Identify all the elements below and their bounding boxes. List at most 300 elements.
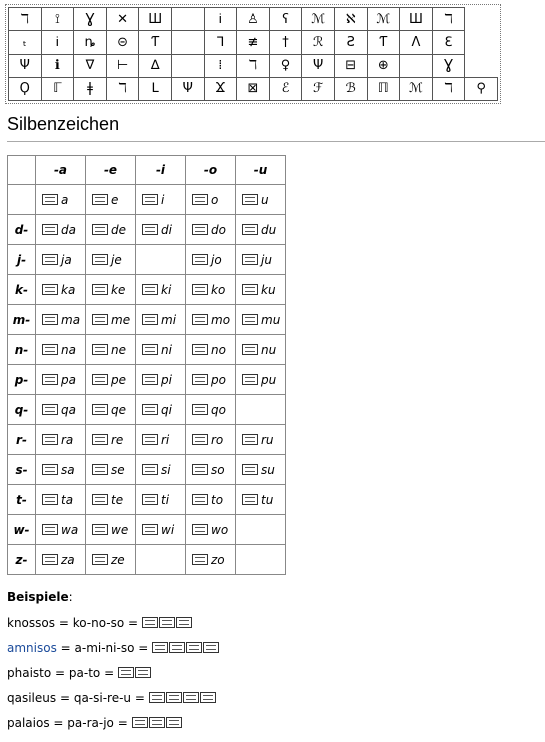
syllable-cell: [236, 275, 286, 305]
linear-b-glyph-cell: Ƭ: [367, 31, 400, 54]
syllable-label: ku: [261, 282, 276, 297]
syllable-cell: [86, 545, 136, 575]
syllable-label: jo: [211, 252, 222, 267]
linear-b-glyph-cell: ⊠: [237, 77, 270, 100]
missing-glyph-icon: [192, 524, 208, 535]
syllable-cell: [236, 365, 286, 395]
missing-glyph-icon: [42, 494, 58, 505]
syllable-cell: [36, 545, 86, 575]
linear-b-glyph-cell: [171, 54, 204, 77]
syllable-label: ra: [61, 432, 74, 447]
example-word: knossos: [7, 616, 55, 630]
missing-glyph-icon: [242, 194, 258, 205]
syllable-label: wa: [61, 522, 79, 537]
row-header: j-: [8, 245, 36, 275]
syllable-label: di: [161, 222, 172, 237]
syllable-cell: [236, 185, 286, 215]
linear-b-glyph-cell: ♙: [237, 8, 270, 31]
syllable-label: ni: [161, 342, 172, 357]
missing-glyph-icon: [159, 617, 175, 628]
linear-b-glyph-cell: ⚲: [465, 77, 498, 100]
linear-b-glyph-cell: ℹ: [41, 54, 74, 77]
missing-glyph-icon: [142, 194, 158, 205]
syllable-label: mu: [261, 312, 281, 327]
linear-b-glyph-cell: †: [269, 31, 302, 54]
syllable-cell: [86, 185, 136, 215]
syllable-cell: [186, 245, 236, 275]
syllable-label: o: [211, 192, 219, 207]
syllable-label: je: [111, 252, 122, 267]
examples-heading-line: [7, 590, 73, 604]
examples-heading: Beispiele: [7, 590, 69, 604]
linear-b-glyph-cell: ⁞: [204, 54, 237, 77]
missing-glyph-icon: [92, 344, 108, 355]
syllable-cell: [186, 365, 236, 395]
syllable-cell: [86, 455, 136, 485]
missing-glyph-icon: [242, 374, 258, 385]
example-line: qasileus = qa-si-re-u =: [7, 691, 217, 705]
syllable-cell: [86, 485, 136, 515]
syllable-cell: [236, 245, 286, 275]
linear-b-glyph-cell: Ꭵ: [204, 8, 237, 31]
syllable-cell: [136, 245, 186, 275]
missing-glyph-icon: [142, 224, 158, 235]
syllable-cell: [186, 215, 236, 245]
syllable-cell: [136, 455, 186, 485]
example-line: knossos = ko-no-so =: [7, 616, 193, 630]
example-word: phaisto: [7, 666, 52, 680]
syllable-label: ro: [211, 432, 224, 447]
syllable-cell: [186, 335, 236, 365]
missing-glyph-icon: [92, 284, 108, 295]
column-header: -o: [186, 156, 236, 185]
syllable-cell: [36, 365, 86, 395]
syllable-cell: [186, 485, 236, 515]
syllable-label: de: [111, 222, 126, 237]
linear-b-glyph-cell: ⊝: [106, 31, 139, 54]
linear-b-glyph-cell: ℰ: [269, 77, 302, 100]
syllable-cell: [186, 305, 236, 335]
syllable-cell: [36, 185, 86, 215]
linear-b-glyph-cell: Ꭵ: [41, 31, 74, 54]
missing-glyph-icon: [42, 254, 58, 265]
syllable-cell: [236, 455, 286, 485]
syllable-cell: [236, 515, 286, 545]
syllable-cell: [86, 275, 136, 305]
column-header: -u: [236, 156, 286, 185]
syllable-label: qe: [111, 402, 126, 417]
missing-glyph-icon: [192, 194, 208, 205]
linear-b-glyph-cell: Ψ: [302, 54, 335, 77]
syllable-cell: [36, 425, 86, 455]
syllable-cell: [186, 185, 236, 215]
syllabary-row: [8, 185, 286, 215]
row-header: p-: [8, 365, 36, 395]
linear-b-glyph-cell: Ɣ: [432, 54, 465, 77]
glyph-row: [9, 77, 498, 100]
missing-glyph-icon: [92, 194, 108, 205]
example-word: palaios: [7, 716, 50, 730]
missing-glyph-icon: [152, 642, 168, 653]
syllable-cell: [86, 365, 136, 395]
example-syllables: a-mi-ni-so: [74, 641, 135, 655]
missing-glyph-icon: [192, 464, 208, 475]
syllable-label: na: [61, 342, 76, 357]
syllable-cell: [86, 335, 136, 365]
linear-b-glyph-cell: ȵ: [74, 31, 107, 54]
linear-b-glyph-cell: ✕: [106, 8, 139, 31]
example-word-link[interactable]: amnisos: [7, 641, 57, 655]
linear-b-glyph-cell: Ш: [400, 8, 433, 31]
syllable-cell: [136, 515, 186, 545]
syllable-cell: [136, 365, 186, 395]
syllable-cell: [86, 305, 136, 335]
example-line: phaisto = pa-to =: [7, 666, 152, 680]
syllable-label: zo: [211, 552, 225, 567]
syllable-label: mo: [211, 312, 231, 327]
syllable-label: po: [211, 372, 226, 387]
syllabary-row: [8, 275, 286, 305]
linear-b-glyph-cell: ⊕: [367, 54, 400, 77]
missing-glyph-icon: [92, 254, 108, 265]
syllable-label: ke: [111, 282, 126, 297]
linear-b-glyph-cell: ᒪ: [139, 77, 172, 100]
syllable-label: du: [261, 222, 277, 237]
syllable-label: su: [261, 462, 275, 477]
syllable-label: ju: [261, 252, 272, 267]
syllable-cell: [136, 275, 186, 305]
syllable-label: da: [61, 222, 76, 237]
corner-cell: [8, 156, 36, 185]
title-divider: [7, 141, 545, 142]
syllable-cell: [186, 455, 236, 485]
linear-b-glyph-cell: ℵ: [334, 8, 367, 31]
syllable-cell: [86, 395, 136, 425]
syllable-label: za: [61, 552, 75, 567]
missing-glyph-icon: [92, 374, 108, 385]
syllabary-row: [8, 215, 286, 245]
syllable-label: me: [111, 312, 131, 327]
syllable-cell: [36, 215, 86, 245]
missing-glyph-icon: [92, 404, 108, 415]
glyph-grid: [8, 7, 498, 101]
syllable-label: ne: [111, 342, 126, 357]
syllable-label: ri: [161, 432, 170, 447]
syllabary-row: [8, 395, 286, 425]
missing-glyph-icon: [42, 344, 58, 355]
syllable-cell: [36, 455, 86, 485]
linear-b-glyph-cell: ℿ: [367, 77, 400, 100]
missing-glyph-icon: [166, 717, 182, 728]
missing-glyph-icon: [142, 314, 158, 325]
linear-b-glyph-cell: ∇: [74, 54, 107, 77]
linear-b-glyph-cell: [400, 54, 433, 77]
glyph-row: [9, 54, 498, 77]
missing-glyph-icon: [142, 524, 158, 535]
missing-glyph-icon: [142, 494, 158, 505]
missing-glyph-icon: [42, 554, 58, 565]
example-syllables: qa-si-re-u: [73, 691, 132, 705]
example-glyphs: [132, 716, 183, 730]
example-word: qasileus: [7, 691, 57, 705]
row-header: d-: [8, 215, 36, 245]
missing-glyph-icon: [92, 524, 108, 535]
missing-glyph-icon: [42, 194, 58, 205]
column-header: -a: [36, 156, 86, 185]
syllable-label: qa: [61, 402, 76, 417]
syllable-cell: [36, 275, 86, 305]
missing-glyph-icon: [166, 692, 182, 703]
linear-b-glyph-cell: ℸ: [432, 8, 465, 31]
syllable-label: to: [211, 492, 224, 507]
syllable-cell: [136, 395, 186, 425]
syllable-label: no: [211, 342, 226, 357]
syllable-label: so: [211, 462, 225, 477]
syllable-cell: [236, 485, 286, 515]
linear-b-glyph-cell: ᒣ: [204, 31, 237, 54]
missing-glyph-icon: [92, 224, 108, 235]
example-syllables: ko-no-so: [72, 616, 125, 630]
syllable-label: se: [111, 462, 125, 477]
missing-glyph-icon: [92, 494, 108, 505]
syllable-label: ta: [61, 492, 74, 507]
syllable-label: nu: [261, 342, 277, 357]
missing-glyph-icon: [42, 464, 58, 475]
linear-b-glyph-cell: Ϙ: [9, 77, 42, 100]
linear-b-glyph-cell: ℱ: [302, 77, 335, 100]
syllable-label: si: [161, 462, 171, 477]
syllabary-row: [8, 245, 286, 275]
missing-glyph-icon: [92, 554, 108, 565]
syllable-cell: [186, 425, 236, 455]
missing-glyph-icon: [242, 284, 258, 295]
missing-glyph-icon: [169, 642, 185, 653]
row-header: m-: [8, 305, 36, 335]
missing-glyph-icon: [142, 434, 158, 445]
syllable-cell: [36, 395, 86, 425]
linear-b-glyph-cell: ⟟: [41, 8, 74, 31]
linear-b-glyph-cell: ⊟: [334, 54, 367, 77]
section-title: Silbenzeichen: [7, 114, 120, 134]
missing-glyph-icon: [142, 344, 158, 355]
missing-glyph-icon: [42, 404, 58, 415]
syllabary-row: [8, 485, 286, 515]
syllabary-row: [8, 335, 286, 365]
syllable-cell: [236, 305, 286, 335]
missing-glyph-icon: [242, 344, 258, 355]
syllable-label: te: [111, 492, 124, 507]
syllable-cell: [136, 215, 186, 245]
linear-b-glyph-cell: Ш: [139, 8, 172, 31]
row-header: k-: [8, 275, 36, 305]
missing-glyph-icon: [200, 692, 216, 703]
linear-b-glyph-cell: ℸ: [432, 77, 465, 100]
example-syllables: pa-to: [68, 666, 101, 680]
missing-glyph-icon: [42, 224, 58, 235]
syllabary-row: [8, 305, 286, 335]
syllable-cell: [136, 305, 186, 335]
linear-b-glyph-cell: ℛ: [302, 31, 335, 54]
missing-glyph-icon: [186, 642, 202, 653]
syllable-label: pi: [161, 372, 172, 387]
missing-glyph-icon: [42, 434, 58, 445]
syllable-cell: [136, 335, 186, 365]
missing-glyph-icon: [192, 344, 208, 355]
syllable-label: we: [111, 522, 129, 537]
missing-glyph-icon: [242, 314, 258, 325]
linear-b-glyph-cell: Ƭ: [139, 31, 172, 54]
syllabary-row: [8, 365, 286, 395]
linear-b-glyph-cell: Ɣ: [74, 8, 107, 31]
missing-glyph-icon: [42, 314, 58, 325]
syllable-cell: [236, 215, 286, 245]
example-glyphs: [142, 616, 193, 630]
missing-glyph-icon: [92, 434, 108, 445]
missing-glyph-icon: [132, 717, 148, 728]
syllable-label: ru: [261, 432, 274, 447]
syllable-label: re: [111, 432, 124, 447]
example-glyphs: [118, 666, 152, 680]
syllabary-row: [8, 515, 286, 545]
linear-b-glyph-cell: ⊢: [106, 54, 139, 77]
syllable-cell: [186, 515, 236, 545]
linear-b-glyph-cell: ℬ: [334, 77, 367, 100]
missing-glyph-icon: [142, 284, 158, 295]
example-glyphs: [149, 691, 217, 705]
syllable-label: ja: [61, 252, 72, 267]
syllable-label: ze: [111, 552, 125, 567]
linear-b-glyph-cell: Ψ: [171, 77, 204, 100]
linear-b-glyph-cell: ʕ: [269, 8, 302, 31]
missing-glyph-icon: [42, 374, 58, 385]
missing-glyph-icon: [192, 404, 208, 415]
syllable-label: pu: [261, 372, 277, 387]
syllable-label: pa: [61, 372, 76, 387]
missing-glyph-icon: [142, 464, 158, 475]
syllable-cell: [36, 335, 86, 365]
missing-glyph-icon: [192, 374, 208, 385]
linear-b-glyph-cell: Ʌ: [400, 31, 433, 54]
row-header: [8, 185, 36, 215]
syllable-label: mi: [161, 312, 177, 327]
syllable-label: ma: [61, 312, 81, 327]
syllable-cell: [236, 335, 286, 365]
syllable-label: a: [61, 192, 69, 207]
syllabary-table: [7, 155, 286, 575]
glyph-row: [9, 8, 498, 31]
linear-b-glyph-cell: [171, 31, 204, 54]
syllable-cell: [36, 485, 86, 515]
missing-glyph-icon: [142, 374, 158, 385]
row-header: z-: [8, 545, 36, 575]
linear-b-glyph-cell: ℸ: [237, 54, 270, 77]
missing-glyph-icon: [242, 434, 258, 445]
syllable-label: ka: [61, 282, 76, 297]
linear-b-glyph-cell: ₜ: [9, 31, 42, 54]
syllable-cell: [136, 425, 186, 455]
syllable-cell: [86, 425, 136, 455]
missing-glyph-icon: [118, 667, 134, 678]
syllable-cell: [186, 275, 236, 305]
syllabary-row: [8, 455, 286, 485]
missing-glyph-icon: [192, 494, 208, 505]
missing-glyph-icon: [176, 617, 192, 628]
missing-glyph-icon: [192, 554, 208, 565]
linear-b-glyph-cell: ℳ: [302, 8, 335, 31]
missing-glyph-icon: [142, 404, 158, 415]
syllable-label: do: [211, 222, 226, 237]
linear-b-glyph-cell: ℾ: [41, 77, 74, 100]
row-header: t-: [8, 485, 36, 515]
missing-glyph-icon: [192, 314, 208, 325]
linear-b-glyph-cell: ≢: [237, 31, 270, 54]
syllable-cell: [236, 395, 286, 425]
linear-b-glyph-cell: Ƨ: [334, 31, 367, 54]
syllable-cell: [86, 245, 136, 275]
missing-glyph-icon: [42, 284, 58, 295]
missing-glyph-icon: [92, 464, 108, 475]
syllable-cell: [36, 245, 86, 275]
linear-b-glyph-cell: Ψ: [9, 54, 42, 77]
syllable-label: sa: [61, 462, 75, 477]
syllable-label: tu: [261, 492, 274, 507]
syllabary-header-row: [8, 156, 286, 185]
syllable-cell: [36, 515, 86, 545]
syllable-label: i: [161, 192, 165, 207]
row-header: r-: [8, 425, 36, 455]
linear-b-glyph-cell: ℇ: [432, 31, 465, 54]
linear-b-glyph-cell: ♀: [269, 54, 302, 77]
missing-glyph-icon: [92, 314, 108, 325]
missing-glyph-icon: [242, 254, 258, 265]
linear-b-glyph-cell: ℳ: [400, 77, 433, 100]
syllable-cell: [236, 545, 286, 575]
missing-glyph-icon: [192, 254, 208, 265]
example-glyphs: [152, 641, 220, 655]
missing-glyph-icon: [203, 642, 219, 653]
linear-b-glyph-cell: ℳ: [367, 8, 400, 31]
syllable-label: ti: [161, 492, 170, 507]
syllable-cell: [186, 395, 236, 425]
syllable-cell: [236, 425, 286, 455]
examples-colon: :: [68, 590, 73, 604]
syllable-label: wo: [211, 522, 229, 537]
example-line: amnisos = a-mi-ni-so =: [7, 641, 220, 655]
syllable-cell: [136, 485, 186, 515]
glyph-row: [9, 31, 498, 54]
syllable-label: qi: [161, 402, 172, 417]
missing-glyph-icon: [192, 434, 208, 445]
missing-glyph-icon: [42, 524, 58, 535]
glyph-panel: [5, 4, 501, 104]
syllabary-row: [8, 545, 286, 575]
syllable-label: e: [111, 192, 119, 207]
syllable-cell: [86, 215, 136, 245]
syllable-cell: [86, 515, 136, 545]
syllable-label: u: [261, 192, 269, 207]
syllable-label: wi: [161, 522, 175, 537]
row-header: q-: [8, 395, 36, 425]
example-line: palaios = pa-ra-jo =: [7, 716, 183, 730]
missing-glyph-icon: [142, 617, 158, 628]
row-header: n-: [8, 335, 36, 365]
linear-b-glyph-cell: ℸ: [9, 8, 42, 31]
row-header: s-: [8, 455, 36, 485]
syllable-cell: [186, 545, 236, 575]
missing-glyph-icon: [135, 667, 151, 678]
linear-b-glyph-cell: ℸ: [106, 77, 139, 100]
column-header: -e: [86, 156, 136, 185]
